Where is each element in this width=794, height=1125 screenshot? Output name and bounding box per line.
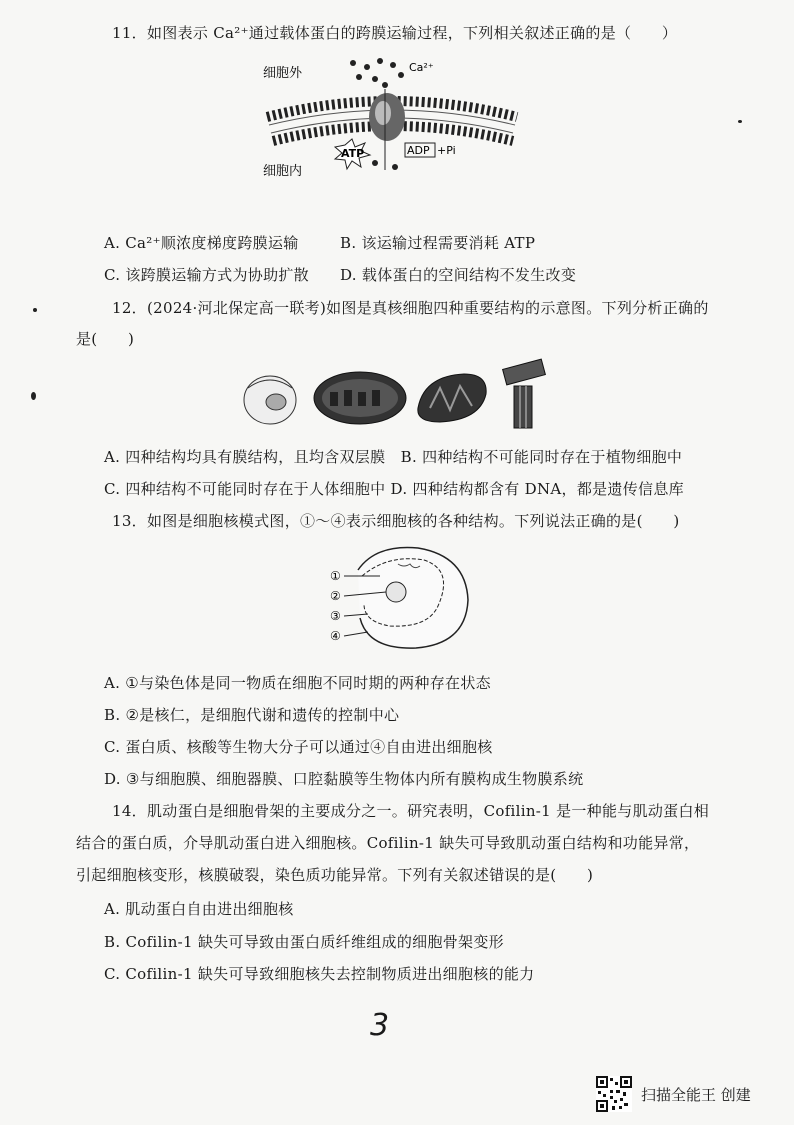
q11-option-c: C. 该跨膜运输方式为协助扩散: [104, 266, 309, 284]
page-number: 3: [370, 1008, 390, 1043]
q13-option-d: D. ③与细胞膜、细胞器膜、口腔黏膜等生物体内所有膜构成生物膜系统: [104, 770, 584, 788]
q11-membrane-figure: [255, 55, 530, 185]
q14-stem-line2: 结合的蛋白质，介导肌动蛋白进入细胞核。Cofilin-1 缺失可导致肌动蛋白结构和功能异常，: [76, 834, 700, 852]
q12-stem-line1: 12．(2024·河北保定高一联考)如图是真核细胞四种重要结构的示意图。下列分析正确的: [112, 299, 709, 317]
footer-brand: 扫描全能王 创建: [641, 1086, 751, 1104]
q12-option-c-d: C. 四种结构不可能同时存在于人体细胞中 D. 四种结构都含有 DNA，都是遗传信息库: [104, 480, 684, 498]
q12-option-a-b: A. 四种结构均具有膜结构，且均含双层膜 B. 四种结构不可能同时存在于植物细胞中: [104, 448, 683, 466]
q11-option-d: D. 载体蛋白的空间结构不发生改变: [340, 266, 577, 284]
fig-adp-label: ADP: [407, 144, 430, 157]
q13-nucleus-figure: [328, 540, 478, 655]
scan-dot: [738, 120, 742, 123]
label-1: ①: [330, 569, 341, 583]
fig-ion-label: Ca²⁺: [409, 61, 434, 74]
centriole-drawing: [503, 359, 546, 428]
label-2: ②: [330, 589, 341, 603]
chloroplast-drawing: [314, 372, 406, 424]
fig-outside-label: 细胞外: [263, 66, 303, 81]
fig-pi-label: +Pi: [437, 144, 456, 157]
q13-option-a: A. ①与染色体是同一物质在细胞不同时期的两种存在状态: [104, 674, 491, 692]
nucleus-drawing: [244, 376, 296, 424]
qr-code-icon: [596, 1076, 632, 1112]
mitochondrion-drawing: [418, 374, 486, 422]
q14-stem-line1: 14．肌动蛋白是细胞骨架的主要成分之一。研究表明，Cofilin-1 是一种能与肌动蛋白相: [112, 802, 710, 820]
q11-stem: 11．如图表示 Ca²⁺通过载体蛋白的跨膜运输过程，下列相关叙述正确的是（ ）: [112, 24, 678, 42]
q12-organelles-figure: [240, 358, 550, 430]
q14-option-c: C. Cofilin-1 缺失可导致细胞核失去控制物质进出细胞核的能力: [104, 965, 535, 983]
q14-option-a: A. 肌动蛋白自由进出细胞核: [104, 900, 294, 918]
fig-atp-label: ATP: [341, 147, 365, 160]
q13-stem: 13．如图是细胞核模式图，①～④表示细胞核的各种结构。下列说法正确的是( ): [112, 512, 680, 530]
label-4: ④: [330, 629, 341, 643]
label-3: ③: [330, 609, 341, 623]
q14-option-b: B. Cofilin-1 缺失可导致由蛋白质纤维组成的细胞骨架变形: [104, 933, 504, 951]
q13-option-c: C. 蛋白质、核酸等生物大分子可以通过④自由进出细胞核: [104, 738, 493, 756]
scan-dot: [33, 308, 37, 312]
q13-option-b: B. ②是核仁，是细胞代谢和遗传的控制中心: [104, 706, 400, 724]
q11-option-b: B. 该运输过程需要消耗 ATP: [340, 234, 536, 252]
q14-stem-line3: 引起细胞核变形，核膜破裂，染色质功能异常。下列有关叙述错误的是( ): [76, 866, 594, 884]
scan-dot: [31, 392, 36, 400]
q11-option-a: A. Ca²⁺顺浓度梯度跨膜运输: [104, 234, 299, 252]
q12-stem-line2: 是( ): [76, 330, 135, 348]
fig-inside-label: 细胞内: [263, 164, 303, 179]
